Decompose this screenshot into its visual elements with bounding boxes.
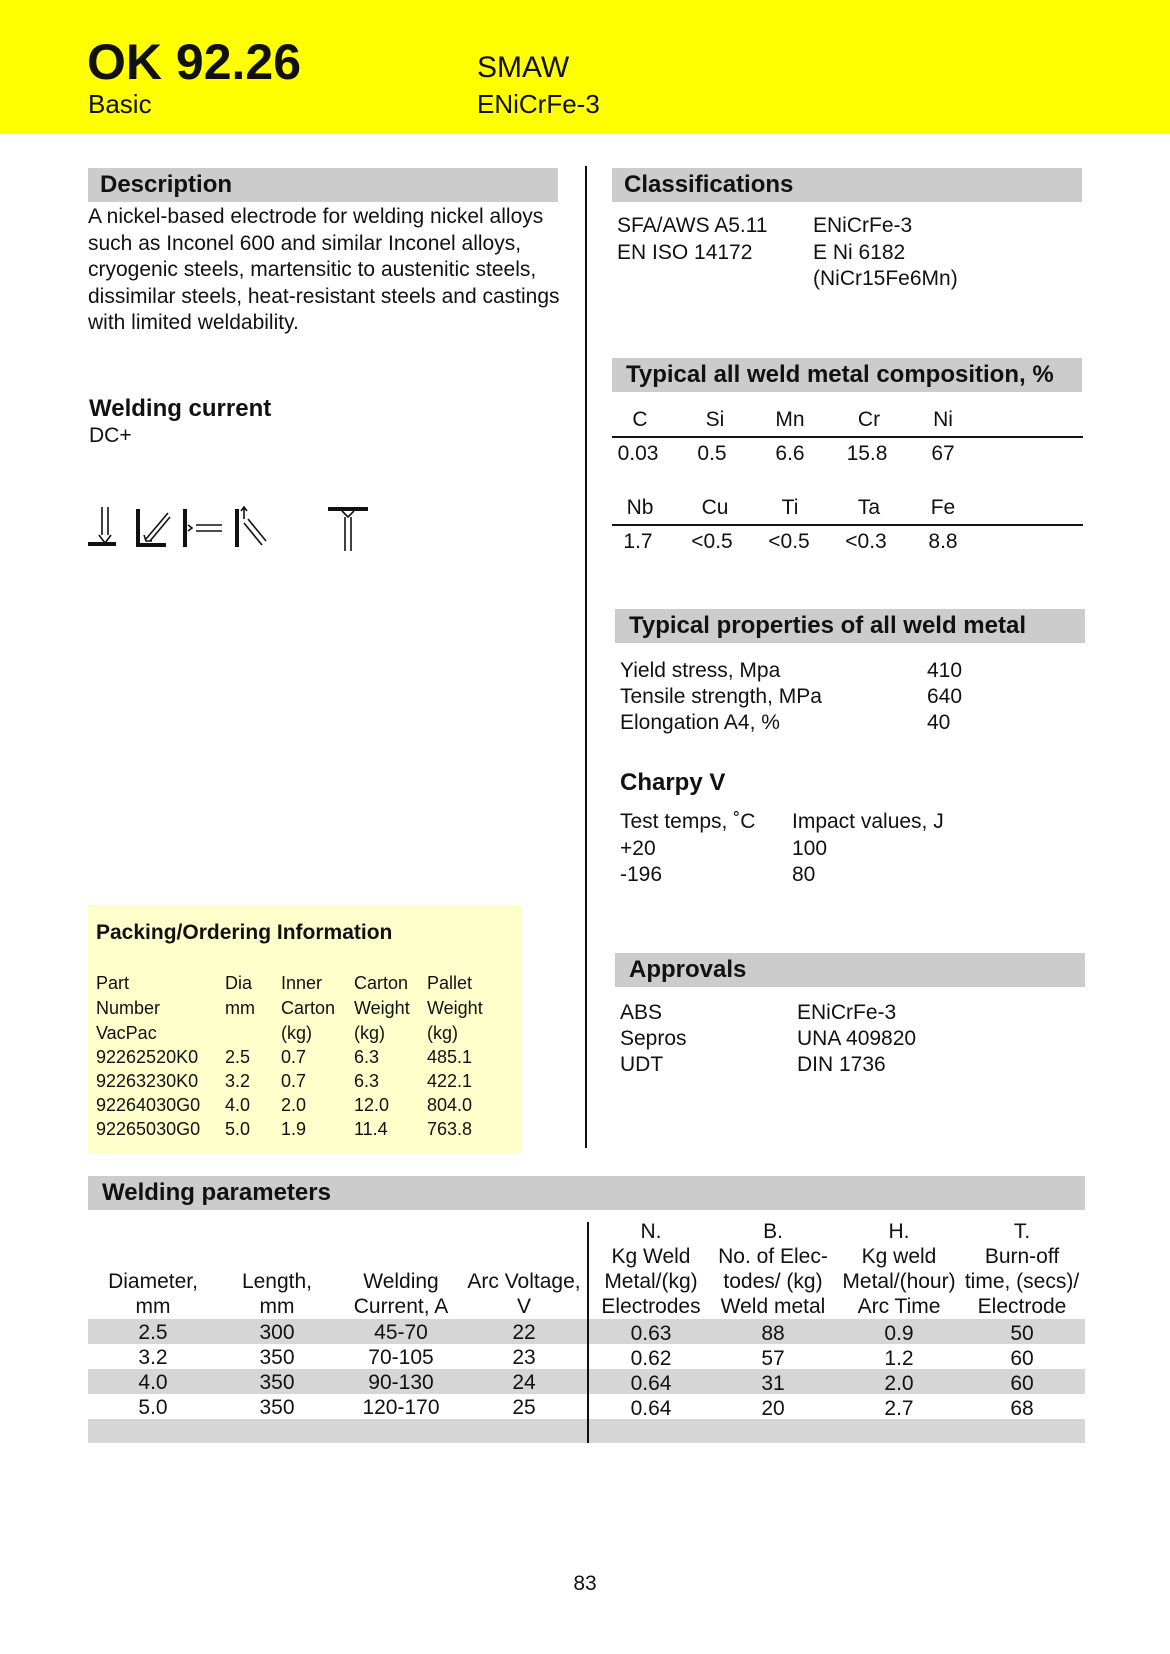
description-line: cryogenic steels, martensitic to austenitic steels,: [88, 258, 537, 281]
packing-heading: Packing/Ordering Information: [96, 921, 393, 944]
description-line: such as Inconel 600 and similar Inconel alloys,: [88, 231, 522, 255]
composition-rule: [612, 524, 1083, 526]
wp-t: 68: [1010, 1397, 1034, 1420]
wp-n: 0.62: [630, 1347, 672, 1370]
wp-diameter: 4.0: [138, 1371, 168, 1394]
element-value: 15.8: [846, 442, 888, 465]
packing-panel: [88, 905, 522, 1153]
wp-diameter: 2.5: [138, 1321, 168, 1344]
wp-t: 60: [1010, 1347, 1034, 1370]
property-value: 410: [927, 659, 963, 682]
description-line: dissimilar steels, heat-resistant steels and castings: [88, 284, 560, 308]
packing-header: mm: [225, 998, 255, 1018]
dia: 4.0: [225, 1095, 251, 1115]
description-line: A nickel-based electrode for welding nickel alloys: [88, 205, 544, 228]
pallet-weight: 422.1: [427, 1071, 473, 1091]
inner-carton: 0.7: [281, 1047, 307, 1067]
charpy-temp: +20: [620, 837, 656, 860]
inner-carton: 1.9: [281, 1119, 307, 1139]
classifications-heading: Classifications: [612, 168, 1082, 202]
element-symbol: Ta: [857, 496, 881, 519]
wp-length: 350: [259, 1346, 295, 1369]
element-symbol: Fe: [930, 496, 956, 519]
packing-header: Pallet: [427, 973, 473, 993]
welding-positions: [88, 505, 378, 553]
wp-h: 0.9: [884, 1322, 914, 1345]
element-symbol: Ti: [781, 496, 799, 519]
property-value: 40: [927, 711, 951, 734]
packing-header: (kg): [354, 1023, 385, 1043]
property-label: Tensile strength, MPa: [620, 685, 822, 708]
element-value: 1.7: [623, 530, 653, 553]
element-value: 8.8: [928, 530, 958, 553]
dia: 5.0: [225, 1119, 251, 1139]
element-symbol: Cr: [857, 408, 881, 431]
vertical-up-position-icon: [235, 507, 266, 547]
element-value: <0.5: [768, 530, 810, 553]
description-heading: Description: [88, 168, 558, 202]
element-value: 0.03: [617, 442, 659, 465]
packing-header: Weight: [354, 998, 410, 1018]
packing-header: Number: [96, 998, 161, 1018]
wp-header-n: N. Kg Weld Metal/(kg) Electrodes: [601, 1220, 701, 1318]
classification-value: (NiCr15Fe6Mn): [813, 267, 958, 290]
packing-header: Weight: [427, 998, 483, 1018]
composition-rule: [612, 436, 1083, 438]
packing-header: Carton: [354, 973, 409, 993]
wp-h: 2.0: [884, 1372, 914, 1395]
wp-h: 2.7: [884, 1397, 914, 1420]
product-code: OK 92.26: [87, 34, 302, 90]
carton-weight: 11.4: [354, 1119, 388, 1139]
wp-current: 120-170: [362, 1396, 440, 1419]
approval-value: DIN 1736: [797, 1053, 886, 1076]
element-value: <0.3: [845, 530, 887, 553]
property-label: Yield stress, Mpa: [620, 659, 781, 682]
flat-position-icon: [88, 507, 116, 546]
wp-header-diameter: Diameter, mm: [108, 1270, 198, 1318]
wp-voltage: 25: [512, 1396, 536, 1419]
dia: 3.2: [225, 1071, 251, 1091]
wp-h: 1.2: [884, 1347, 914, 1370]
packing-header: Part: [96, 973, 130, 993]
packing-header: Dia: [225, 973, 253, 993]
product-type: Basic: [88, 89, 152, 119]
wp-header-length: Length, mm: [241, 1270, 313, 1318]
pallet-weight: 485.1: [427, 1047, 473, 1067]
wp-header-t: T. Burn-off time, (secs)/ Electrode: [964, 1220, 1080, 1318]
wp-voltage: 22: [512, 1321, 536, 1344]
property-label: Elongation A4, %: [620, 711, 780, 734]
pallet-weight: 804.0: [427, 1095, 473, 1115]
wp-b: 57: [761, 1347, 785, 1370]
wp-header-voltage: Arc Voltage, V: [467, 1270, 581, 1318]
composition-heading: Typical all weld metal composition, %: [612, 358, 1082, 392]
wp-header-h: H. Kg weld Metal/(hour) Arc Time: [842, 1220, 956, 1318]
element-symbol: Mn: [775, 408, 805, 431]
part-number: 92263230K0: [96, 1071, 199, 1091]
charpy-temp: -196: [620, 863, 663, 886]
charpy-temp-header: Test temps, ˚C: [620, 810, 756, 833]
carton-weight: 6.3: [354, 1071, 380, 1091]
element-symbol: Ni: [933, 408, 953, 431]
element-value: 0.5: [697, 442, 727, 465]
wp-header-current: Welding Current, A: [353, 1270, 449, 1318]
property-value: 640: [927, 685, 963, 708]
element-symbol: C: [632, 408, 648, 431]
part-number: 92262520K0: [96, 1047, 199, 1067]
part-number: 92264030G0: [96, 1095, 201, 1115]
wp-b: 31: [761, 1372, 785, 1395]
wp-current: 90-130: [368, 1371, 434, 1394]
column-divider: [585, 166, 587, 1148]
charpy-heading: Charpy V: [620, 769, 726, 796]
parameters-divider: [587, 1222, 589, 1443]
process-type: SMAW: [477, 51, 570, 84]
pallet-weight: 763.8: [427, 1119, 473, 1139]
wp-current: 45-70: [374, 1321, 428, 1344]
charpy-impact-header: Impact values, J: [792, 810, 944, 833]
welding-current-value: DC+: [89, 424, 132, 447]
welding-current-heading: Welding current: [89, 395, 272, 422]
welding-parameters-heading: Welding parameters: [88, 1176, 1085, 1210]
packing-header: Carton: [281, 998, 336, 1018]
classification-value: ENiCrFe-3: [813, 214, 913, 237]
carton-weight: 12.0: [354, 1095, 390, 1115]
description-line: with limited weldability.: [88, 311, 299, 334]
element-value: 67: [931, 442, 955, 465]
carton-weight: 6.3: [354, 1047, 380, 1067]
inner-carton: 2.0: [281, 1095, 307, 1115]
element-symbol: Cu: [701, 496, 729, 519]
wp-voltage: 23: [512, 1346, 536, 1369]
element-value: 6.6: [775, 442, 805, 465]
wp-n: 0.63: [630, 1322, 672, 1345]
approval-body: UDT: [620, 1053, 664, 1076]
page-number: 83: [573, 1572, 597, 1595]
element-symbol: Si: [705, 408, 725, 431]
part-number: 92265030G0: [96, 1119, 201, 1139]
description-text: [88, 204, 578, 337]
element-value: <0.5: [691, 530, 733, 553]
packing-header: (kg): [281, 1023, 312, 1043]
approvals-heading: Approvals: [615, 953, 1085, 987]
packing-header: VacPac: [96, 1023, 157, 1043]
wp-length: 350: [259, 1371, 295, 1394]
approval-body: ABS: [620, 1001, 663, 1024]
wp-n: 0.64: [630, 1397, 672, 1420]
horizontal-vertical-position-icon: [136, 509, 170, 547]
wp-b: 20: [761, 1397, 785, 1420]
classification-standard: SFA/AWS A5.11: [617, 214, 768, 237]
wp-n: 0.64: [630, 1372, 672, 1395]
wp-length: 300: [259, 1321, 295, 1344]
wp-voltage: 24: [512, 1371, 536, 1394]
packing-header: (kg): [427, 1023, 458, 1043]
wp-header-b: B. No. of Elec- todes/ (kg) Weld metal: [718, 1220, 828, 1318]
wp-t: 50: [1010, 1322, 1034, 1345]
wp-diameter: 3.2: [138, 1346, 168, 1369]
wp-length: 350: [259, 1396, 295, 1419]
properties-heading: Typical properties of all weld metal: [615, 609, 1085, 643]
wp-current: 70-105: [368, 1346, 434, 1369]
wp-diameter: 5.0: [138, 1396, 168, 1419]
horizontal-position-icon: [183, 509, 222, 547]
approval-value: UNA 409820: [797, 1027, 917, 1050]
element-symbol: Nb: [626, 496, 654, 519]
wp-b: 88: [761, 1322, 785, 1345]
approval-value: ENiCrFe-3: [797, 1001, 897, 1024]
overhead-position-icon: [328, 507, 368, 551]
wp-t: 60: [1010, 1372, 1034, 1395]
inner-carton: 0.7: [281, 1071, 307, 1091]
approval-body: Sepros: [620, 1027, 687, 1050]
dia: 2.5: [225, 1047, 251, 1067]
charpy-impact: 80: [792, 863, 816, 886]
aws-class: ENiCrFe-3: [477, 89, 600, 119]
classification-standard: EN ISO 14172: [617, 241, 753, 264]
packing-header: Inner: [281, 973, 323, 993]
charpy-impact: 100: [792, 837, 828, 860]
classification-value: E Ni 6182: [813, 241, 906, 264]
